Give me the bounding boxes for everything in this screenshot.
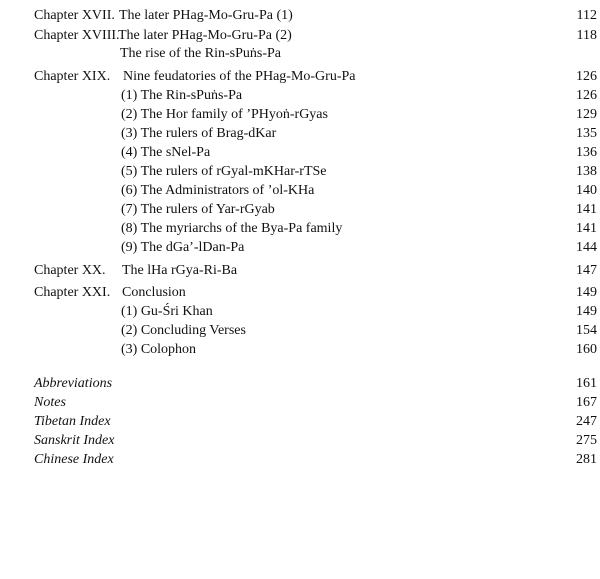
- toc-back-matter: [0, 412, 600, 431]
- page-number: 126: [576, 69, 597, 84]
- section-title: (4) The sNel-Pa: [121, 145, 211, 160]
- section-title: (5) The rulers of rGyal-mKHar-rTSe: [121, 164, 327, 179]
- toc-entry-chapter-xviii: [0, 26, 600, 45]
- page-number: 147: [576, 263, 597, 278]
- page-number: 129: [576, 107, 597, 122]
- page-number: 141: [576, 221, 597, 236]
- page-number: 154: [576, 323, 597, 338]
- toc-entry-chapter-xvii: [0, 6, 600, 25]
- chapter-label: Chapter XVII.: [34, 8, 115, 23]
- page-number: 149: [576, 304, 597, 319]
- page-number: 160: [576, 342, 597, 357]
- toc-back-matter: [0, 431, 600, 450]
- section-title: (2) Concluding Verses: [121, 323, 246, 338]
- section-title: (2) The Hor family of ’PHyoṅ-rGyas: [121, 107, 328, 122]
- toc-section: [0, 321, 600, 340]
- page-number: 118: [576, 28, 597, 43]
- page-number: 141: [576, 202, 597, 217]
- toc-section: [0, 105, 600, 124]
- chapter-title: The later PHag-Mo-Gru-Pa (1): [119, 8, 293, 23]
- back-matter-title: Sanskrit Index: [34, 433, 115, 448]
- section-title: (8) The myriarchs of the Bya-Pa family: [121, 221, 343, 236]
- toc-back-matter: [0, 393, 600, 412]
- page-number: 140: [576, 183, 597, 198]
- chapter-subtitle: The rise of the Rin-sPuṅs-Pa: [120, 46, 281, 61]
- toc-section: [0, 86, 600, 105]
- section-title: (6) The Administrators of ’ol-KHa: [121, 183, 315, 198]
- toc-section: [0, 181, 600, 200]
- toc-entry-chapter-xix: [0, 67, 600, 86]
- toc-section: [0, 200, 600, 219]
- chapter-title: The lHa rGya-Ri-Ba: [122, 263, 238, 278]
- chapter-title: The later PHag-Mo-Gru-Pa (2): [118, 28, 292, 43]
- page-number: 275: [576, 433, 597, 448]
- chapter-label: Chapter XVIII.: [34, 28, 120, 43]
- toc-section: [0, 143, 600, 162]
- toc-section: [0, 238, 600, 257]
- page-number: 247: [576, 414, 597, 429]
- chapter-title: Nine feudatories of the PHag-Mo-Gru-Pa: [123, 69, 356, 84]
- back-matter-title: Tibetan Index: [34, 414, 111, 429]
- section-title: (1) Gu-Śri Khan: [121, 304, 213, 319]
- section-title: (1) The Rin-sPuṅs-Pa: [121, 88, 243, 103]
- chapter-label: Chapter XIX.: [34, 69, 111, 84]
- page-number: 138: [576, 164, 597, 179]
- page-number: 135: [576, 126, 597, 141]
- chapter-title: Conclusion: [122, 285, 186, 300]
- section-title: (3) Colophon: [121, 342, 197, 357]
- toc-entry-chapter-xviii-subtitle: [0, 44, 600, 63]
- page-number: 281: [576, 452, 597, 467]
- section-title: (7) The rulers of Yar-rGyab: [121, 202, 275, 217]
- toc-section: [0, 302, 600, 321]
- toc-section: [0, 219, 600, 238]
- back-matter-title: Notes: [34, 395, 66, 410]
- page-number: 126: [576, 88, 597, 103]
- toc-entry-chapter-xx: [0, 261, 600, 280]
- page-number: 167: [576, 395, 597, 410]
- back-matter-title: Chinese Index: [34, 452, 114, 467]
- page-number: 144: [576, 240, 597, 255]
- toc-entry-chapter-xxi: [0, 283, 600, 302]
- chapter-label: Chapter XXI.: [34, 285, 111, 300]
- toc-back-matter: [0, 450, 600, 469]
- back-matter-title: Abbreviations: [34, 376, 113, 391]
- page-number: 112: [576, 8, 597, 23]
- toc-section: [0, 124, 600, 143]
- section-title: (9) The dGa’-lDan-Pa: [121, 240, 245, 255]
- toc-back-matter: [0, 374, 600, 393]
- toc-section: [0, 162, 600, 181]
- page-number: 161: [576, 376, 597, 391]
- page-number: 136: [576, 145, 597, 160]
- section-title: (3) The rulers of Brag-dKar: [121, 126, 277, 141]
- toc-section: [0, 340, 600, 359]
- chapter-label: Chapter XX.: [34, 263, 106, 278]
- page-number: 149: [576, 285, 597, 300]
